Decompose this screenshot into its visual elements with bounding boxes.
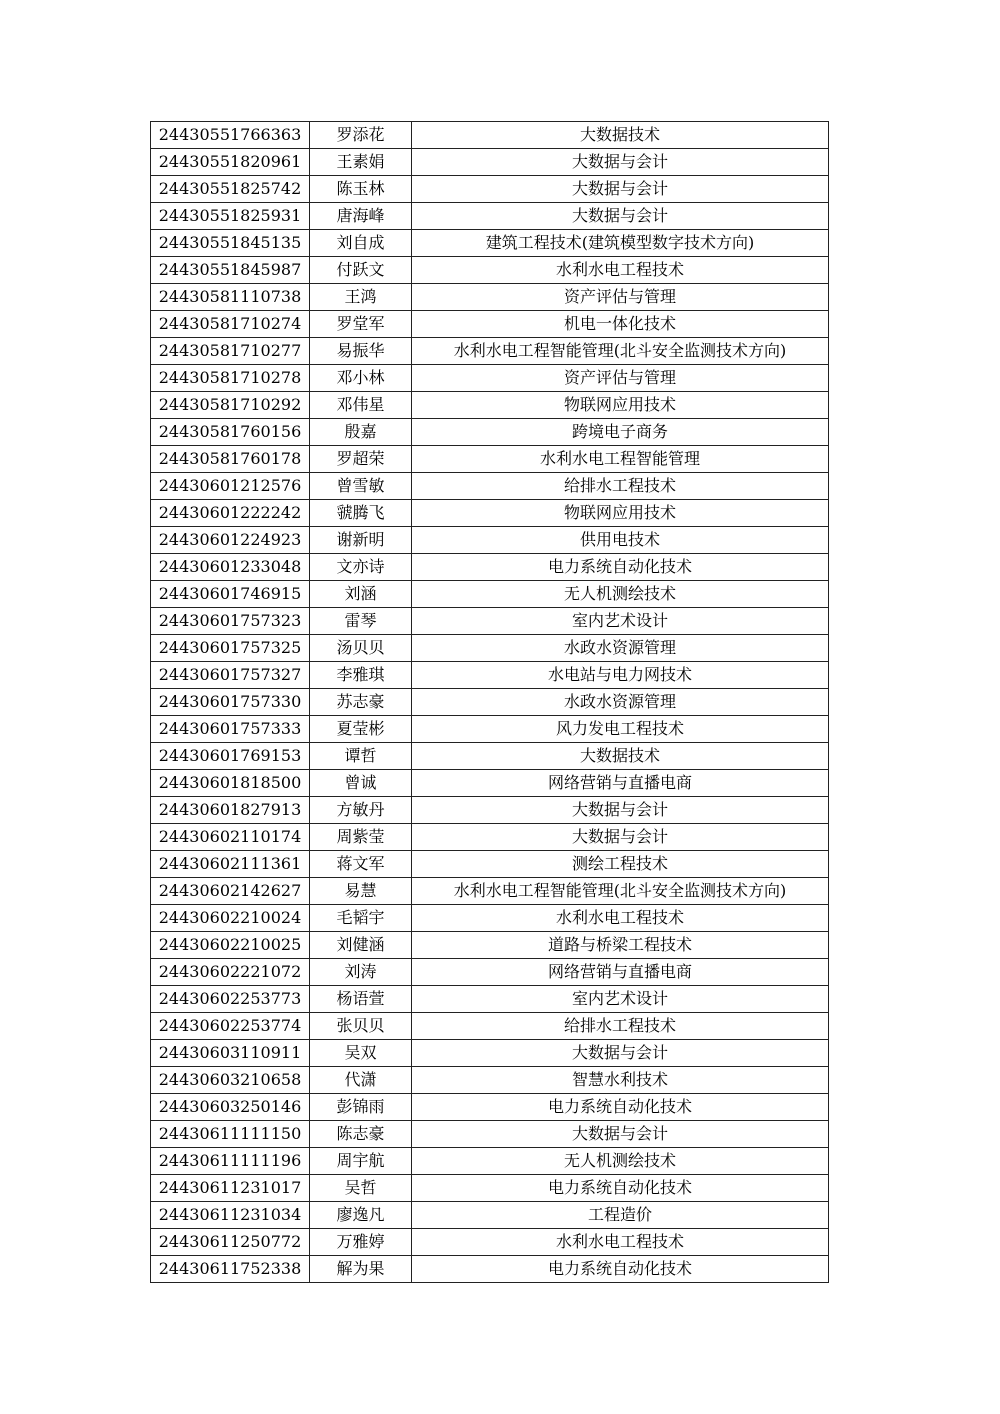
exam-number-cell: 24430601757323: [151, 608, 310, 635]
table-row: [151, 392, 829, 419]
major-cell: 无人机测绘技术: [412, 1148, 829, 1175]
table-row: [151, 1175, 829, 1202]
exam-number-cell: 24430611752338: [151, 1256, 310, 1283]
student-name-cell: 雷琴: [310, 608, 412, 635]
student-name-cell: 杨语萱: [310, 986, 412, 1013]
exam-number-cell: 24430601222242: [151, 500, 310, 527]
table-row: [151, 1229, 829, 1256]
student-name-cell: 陈志豪: [310, 1121, 412, 1148]
exam-number-cell: 24430601233048: [151, 554, 310, 581]
table-row: [151, 1094, 829, 1121]
major-cell: 水利水电工程技术: [412, 257, 829, 284]
major-cell: 网络营销与直播电商: [412, 959, 829, 986]
student-name-cell: 方敏丹: [310, 797, 412, 824]
student-name-cell: 邓伟星: [310, 392, 412, 419]
major-cell: 大数据与会计: [412, 1121, 829, 1148]
exam-number-cell: 24430602253773: [151, 986, 310, 1013]
table-row: [151, 851, 829, 878]
exam-number-cell: 24430602253774: [151, 1013, 310, 1040]
major-cell: 道路与桥梁工程技术: [412, 932, 829, 959]
table-row: [151, 1256, 829, 1283]
major-cell: 水利水电工程技术: [412, 1229, 829, 1256]
major-cell: 室内艺术设计: [412, 608, 829, 635]
major-cell: 跨境电子商务: [412, 419, 829, 446]
student-name-cell: 虢腾飞: [310, 500, 412, 527]
major-cell: 电力系统自动化技术: [412, 1175, 829, 1202]
major-cell: 风力发电工程技术: [412, 716, 829, 743]
major-cell: 大数据与会计: [412, 176, 829, 203]
exam-number-cell: 24430551845987: [151, 257, 310, 284]
student-name-cell: 吴双: [310, 1040, 412, 1067]
major-cell: 智慧水利技术: [412, 1067, 829, 1094]
major-cell: 大数据与会计: [412, 797, 829, 824]
exam-number-cell: 24430601757333: [151, 716, 310, 743]
student-name-cell: 罗超荣: [310, 446, 412, 473]
table-row: [151, 365, 829, 392]
student-name-cell: 周宇航: [310, 1148, 412, 1175]
exam-number-cell: 24430602111361: [151, 851, 310, 878]
major-cell: 物联网应用技术: [412, 500, 829, 527]
major-cell: 网络营销与直播电商: [412, 770, 829, 797]
major-cell: 测绘工程技术: [412, 851, 829, 878]
student-name-cell: 罗添花: [310, 122, 412, 149]
student-name-cell: 张贝贝: [310, 1013, 412, 1040]
table-row: [151, 311, 829, 338]
major-cell: 大数据与会计: [412, 203, 829, 230]
table-row: [151, 554, 829, 581]
major-cell: 无人机测绘技术: [412, 581, 829, 608]
table-row: [151, 1121, 829, 1148]
student-name-cell: 廖逸凡: [310, 1202, 412, 1229]
major-cell: 电力系统自动化技术: [412, 1256, 829, 1283]
exam-number-cell: 24430551845135: [151, 230, 310, 257]
student-name-cell: 王素娟: [310, 149, 412, 176]
major-cell: 供用电技术: [412, 527, 829, 554]
table-row: [151, 797, 829, 824]
student-name-cell: 谭哲: [310, 743, 412, 770]
table-row: [151, 959, 829, 986]
student-name-cell: 易慧: [310, 878, 412, 905]
exam-number-cell: 24430611250772: [151, 1229, 310, 1256]
major-cell: 大数据与会计: [412, 824, 829, 851]
student-name-cell: 刘涛: [310, 959, 412, 986]
exam-number-cell: 24430601212576: [151, 473, 310, 500]
student-name-cell: 付跃文: [310, 257, 412, 284]
major-cell: 大数据技术: [412, 122, 829, 149]
exam-number-cell: 24430601757325: [151, 635, 310, 662]
exam-number-cell: 24430611231017: [151, 1175, 310, 1202]
major-cell: 机电一体化技术: [412, 311, 829, 338]
student-name-cell: 王鸿: [310, 284, 412, 311]
exam-number-cell: 24430581710292: [151, 392, 310, 419]
student-name-cell: 刘自成: [310, 230, 412, 257]
major-cell: 给排水工程技术: [412, 1013, 829, 1040]
student-name-cell: 彭锦雨: [310, 1094, 412, 1121]
table-row: [151, 1202, 829, 1229]
major-cell: 给排水工程技术: [412, 473, 829, 500]
exam-number-cell: 24430601769153: [151, 743, 310, 770]
exam-number-cell: 24430601746915: [151, 581, 310, 608]
student-name-cell: 谢新明: [310, 527, 412, 554]
table-row: [151, 581, 829, 608]
major-cell: 物联网应用技术: [412, 392, 829, 419]
student-name-cell: 李雅琪: [310, 662, 412, 689]
student-name-cell: 蒋文军: [310, 851, 412, 878]
table-row: [151, 203, 829, 230]
student-name-cell: 苏志豪: [310, 689, 412, 716]
table-row: [151, 878, 829, 905]
student-name-cell: 吴哲: [310, 1175, 412, 1202]
table-row: [151, 500, 829, 527]
student-name-cell: 刘健涵: [310, 932, 412, 959]
table-row: [151, 905, 829, 932]
table-body: [151, 122, 829, 1283]
major-cell: 水利水电工程智能管理(北斗安全监测技术方向): [412, 878, 829, 905]
exam-number-cell: 24430581110738: [151, 284, 310, 311]
major-cell: 大数据技术: [412, 743, 829, 770]
exam-number-cell: 24430551766363: [151, 122, 310, 149]
table-row: [151, 932, 829, 959]
major-cell: 大数据与会计: [412, 1040, 829, 1067]
major-cell: 资产评估与管理: [412, 284, 829, 311]
exam-number-cell: 24430603110911: [151, 1040, 310, 1067]
major-cell: 水利水电工程技术: [412, 905, 829, 932]
student-name-cell: 文亦诗: [310, 554, 412, 581]
student-name-cell: 易振华: [310, 338, 412, 365]
table-row: [151, 716, 829, 743]
major-cell: 工程造价: [412, 1202, 829, 1229]
exam-number-cell: 24430611111150: [151, 1121, 310, 1148]
exam-number-cell: 24430602110174: [151, 824, 310, 851]
table-row: [151, 527, 829, 554]
table-row: [151, 446, 829, 473]
major-cell: 资产评估与管理: [412, 365, 829, 392]
major-cell: 水政水资源管理: [412, 689, 829, 716]
exam-number-cell: 24430551820961: [151, 149, 310, 176]
exam-number-cell: 24430601818500: [151, 770, 310, 797]
table-row: [151, 284, 829, 311]
student-name-cell: 邓小林: [310, 365, 412, 392]
table-row: [151, 743, 829, 770]
table-row: [151, 257, 829, 284]
table-row: [151, 986, 829, 1013]
major-cell: 水利水电工程智能管理: [412, 446, 829, 473]
student-name-cell: 汤贝贝: [310, 635, 412, 662]
exam-number-cell: 24430551825742: [151, 176, 310, 203]
student-name-cell: 夏莹彬: [310, 716, 412, 743]
major-cell: 水政水资源管理: [412, 635, 829, 662]
student-name-cell: 毛韬宇: [310, 905, 412, 932]
table-row: [151, 176, 829, 203]
table-row: [151, 122, 829, 149]
major-cell: 大数据与会计: [412, 149, 829, 176]
table-row: [151, 1067, 829, 1094]
student-name-cell: 罗堂军: [310, 311, 412, 338]
exam-number-cell: 24430581710278: [151, 365, 310, 392]
exam-number-cell: 24430611231034: [151, 1202, 310, 1229]
major-cell: 建筑工程技术(建筑模型数字技术方向): [412, 230, 829, 257]
table-row: [151, 1013, 829, 1040]
exam-number-cell: 24430551825931: [151, 203, 310, 230]
table-row: [151, 473, 829, 500]
exam-number-cell: 24430601757330: [151, 689, 310, 716]
table-row: [151, 230, 829, 257]
student-name-cell: 曾诚: [310, 770, 412, 797]
exam-number-cell: 24430611111196: [151, 1148, 310, 1175]
student-major-table: [150, 121, 829, 1283]
exam-number-cell: 24430601757327: [151, 662, 310, 689]
exam-number-cell: 24430601827913: [151, 797, 310, 824]
exam-number-cell: 24430602210024: [151, 905, 310, 932]
student-name-cell: 陈玉林: [310, 176, 412, 203]
table-row: [151, 770, 829, 797]
exam-number-cell: 24430602142627: [151, 878, 310, 905]
table-row: [151, 608, 829, 635]
exam-number-cell: 24430603210658: [151, 1067, 310, 1094]
table-row: [151, 635, 829, 662]
table-row: [151, 1148, 829, 1175]
table-row: [151, 338, 829, 365]
table-row: [151, 1040, 829, 1067]
student-name-cell: 万雅婷: [310, 1229, 412, 1256]
student-name-cell: 殷嘉: [310, 419, 412, 446]
student-name-cell: 刘涵: [310, 581, 412, 608]
exam-number-cell: 24430581710274: [151, 311, 310, 338]
student-name-cell: 唐海峰: [310, 203, 412, 230]
table-row: [151, 419, 829, 446]
major-cell: 电力系统自动化技术: [412, 554, 829, 581]
table-row: [151, 824, 829, 851]
exam-number-cell: 24430601224923: [151, 527, 310, 554]
table-row: [151, 149, 829, 176]
major-cell: 室内艺术设计: [412, 986, 829, 1013]
student-name-cell: 曾雪敏: [310, 473, 412, 500]
student-name-cell: 解为果: [310, 1256, 412, 1283]
exam-number-cell: 24430603250146: [151, 1094, 310, 1121]
student-name-cell: 代潇: [310, 1067, 412, 1094]
major-cell: 电力系统自动化技术: [412, 1094, 829, 1121]
exam-number-cell: 24430602210025: [151, 932, 310, 959]
student-name-cell: 周紫莹: [310, 824, 412, 851]
table-row: [151, 689, 829, 716]
exam-number-cell: 24430581710277: [151, 338, 310, 365]
exam-number-cell: 24430602221072: [151, 959, 310, 986]
major-cell: 水电站与电力网技术: [412, 662, 829, 689]
table-row: [151, 662, 829, 689]
major-cell: 水利水电工程智能管理(北斗安全监测技术方向): [412, 338, 829, 365]
exam-number-cell: 24430581760178: [151, 446, 310, 473]
exam-number-cell: 24430581760156: [151, 419, 310, 446]
